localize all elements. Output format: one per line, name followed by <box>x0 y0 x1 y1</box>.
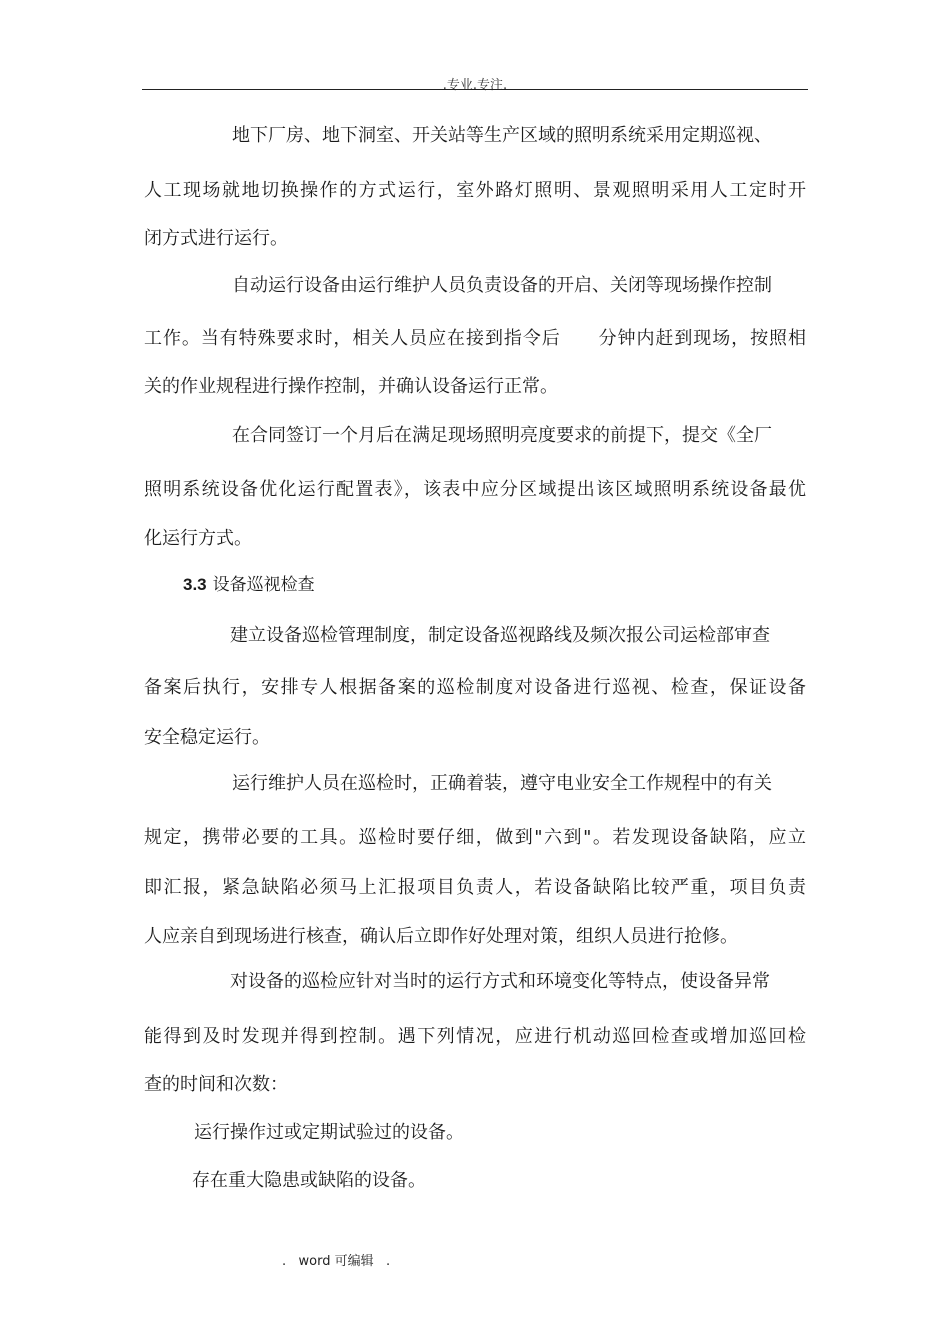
paragraph-line: 备案后执行，安排专人根据备案的巡检制度对设备进行巡视、检查，保证设备 <box>144 677 806 698</box>
paragraph-line: 照明系统设备优化运行配置表》，该表中应分区域提出该区域照明系统设备最优 <box>144 479 806 500</box>
paragraph-line: 工作。当有特殊要求时，相关人员应在接到指令后 分钟内赶到现场，按照相 <box>144 328 806 349</box>
paragraph-line: 规定，携带必要的工具。巡检时要仔细，做到"六到"。若发现设备缺陷，应立 <box>144 827 806 848</box>
paragraph-line: 即汇报，紧急缺陷必须马上汇报项目负责人，若设备缺陷比较严重，项目负责 <box>144 877 806 898</box>
list-item: 存在重大隐患或缺陷的设备。 <box>192 1170 426 1191</box>
paragraph-line: 在合同签订一个月后在满足现场照明亮度要求的前提下，提交《全厂 <box>232 425 772 446</box>
paragraph-line: 查的时间和次数： <box>144 1074 288 1095</box>
paragraph-line: 建立设备巡检管理制度，制定设备巡视路线及频次报公司运检部审查 <box>230 625 770 646</box>
list-item: 运行操作过或定期试验过的设备。 <box>194 1122 464 1143</box>
section-number: 3.3 <box>183 575 207 594</box>
paragraph-line: 能得到及时发现并得到控制。遇下列情况，应进行机动巡回检查或增加巡回检 <box>144 1026 806 1047</box>
paragraph-line: 地下厂房、地下洞室、开关站等生产区域的照明系统采用定期巡视、 <box>232 125 772 146</box>
paragraph-line: 化运行方式。 <box>144 528 252 549</box>
paragraph-line: 自动运行设备由运行维护人员负责设备的开启、关闭等现场操作控制 <box>232 275 772 296</box>
paragraph-line: 安全稳定运行。 <box>144 727 270 748</box>
paragraph-line: 关的作业规程进行操作控制，并确认设备运行正常。 <box>144 376 558 397</box>
section-title: 设备巡视检查 <box>212 575 315 595</box>
paragraph-line: 运行维护人员在巡检时，正确着装，遵守电业安全工作规程中的有关 <box>232 773 772 794</box>
header-rule <box>142 89 808 90</box>
header-text: .专业.专注. <box>442 78 508 93</box>
page-footer: . word 可编辑 . <box>282 1254 391 1269</box>
paragraph-line: 对设备的巡检应针对当时的运行方式和环境变化等特点，使设备异常 <box>230 971 770 992</box>
section-heading <box>183 573 315 597</box>
paragraph-line: 闭方式进行运行。 <box>144 228 288 249</box>
paragraph-line: 人工现场就地切换操作的方式运行，室外路灯照明、景观照明采用人工定时开 <box>144 180 806 201</box>
paragraph-line: 人应亲自到现场进行核查，确认后立即作好处理对策，组织人员进行抢修。 <box>144 926 738 947</box>
